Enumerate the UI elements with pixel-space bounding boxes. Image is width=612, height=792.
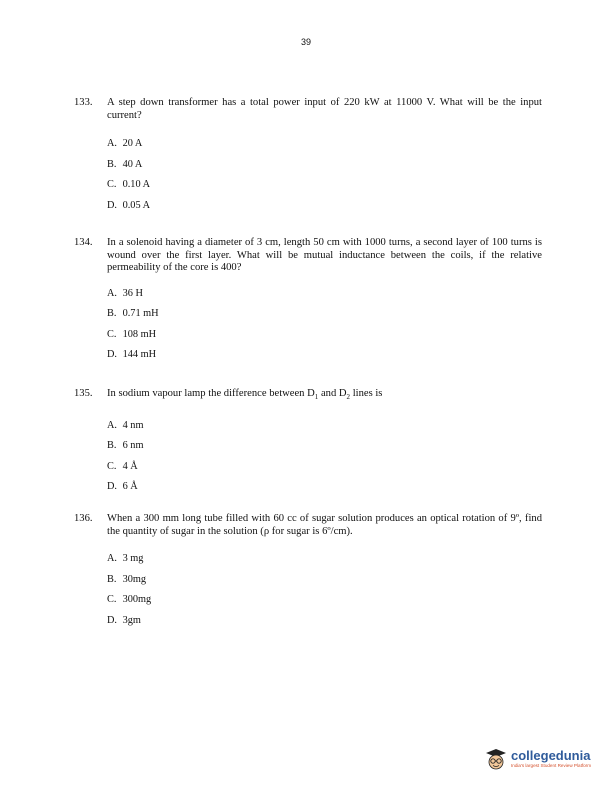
- option-c: C. 0.10 A: [107, 179, 151, 190]
- option-b: B. 30mg: [107, 573, 147, 585]
- option-c: C. 108 mH: [107, 328, 157, 340]
- option-d: D. 144 mH: [107, 349, 157, 360]
- question-text: When a 300 mm long tube filled with 60 cc of sugar solution produces an optical rotation of 9º, find the quantity of sugar in the solution (ρ for sugar is 6º/cm).: [107, 513, 542, 537]
- question-text: In a solenoid having a diameter of 3 cm, length 50 cm with 1000 turns, a second layer of 100 turns is wound over the first layer. What will be mutual inductance between the coils, if the relative permeability of the core is 400?: [107, 237, 542, 273]
- question-136: [74, 513, 542, 634]
- options-list: [107, 419, 542, 501]
- options-list: [107, 552, 542, 634]
- question-134: [74, 237, 542, 369]
- question-number: 133.: [74, 97, 93, 108]
- option-d: D. 6 Å: [107, 481, 138, 493]
- question-text: A step down transformer has a total power input of 220 kW at 11000 V. What will be the input current?: [107, 97, 542, 121]
- logo-name: collegedunia: [511, 748, 591, 763]
- option-d: D. 3gm: [107, 614, 141, 626]
- options-list: [107, 287, 542, 369]
- option-a: A. 36 H: [107, 287, 143, 299]
- question-text: In sodium vapour lamp the difference between $D_1$ and $D_2$ lines is: [107, 388, 383, 402]
- option-a: A. 4 nm: [107, 419, 144, 431]
- option-c: C. 300mg: [107, 594, 152, 605]
- graduate-mascot-icon: [484, 747, 508, 771]
- question-135: [74, 388, 542, 501]
- options-list: [107, 137, 542, 219]
- page-number: 39: [300, 37, 311, 47]
- question-number: 136.: [74, 513, 93, 524]
- option-b: B. 6 nm: [107, 440, 144, 452]
- collegedunia-logo: [484, 744, 604, 774]
- option-c: C. 4 Å: [107, 460, 138, 472]
- logo-tagline: India's largest Student Review Platform: [511, 763, 592, 768]
- question-number: 134.: [74, 237, 93, 248]
- question-133: [74, 97, 542, 219]
- option-b: B. 40 A: [107, 158, 143, 170]
- question-number: 135.: [74, 388, 93, 399]
- option-b: B. 0.71 mH: [107, 308, 159, 319]
- option-a: A. 3 mg: [107, 553, 144, 564]
- option-d: D. 0.05 A: [107, 199, 151, 211]
- option-a: A. 20 A: [107, 138, 143, 149]
